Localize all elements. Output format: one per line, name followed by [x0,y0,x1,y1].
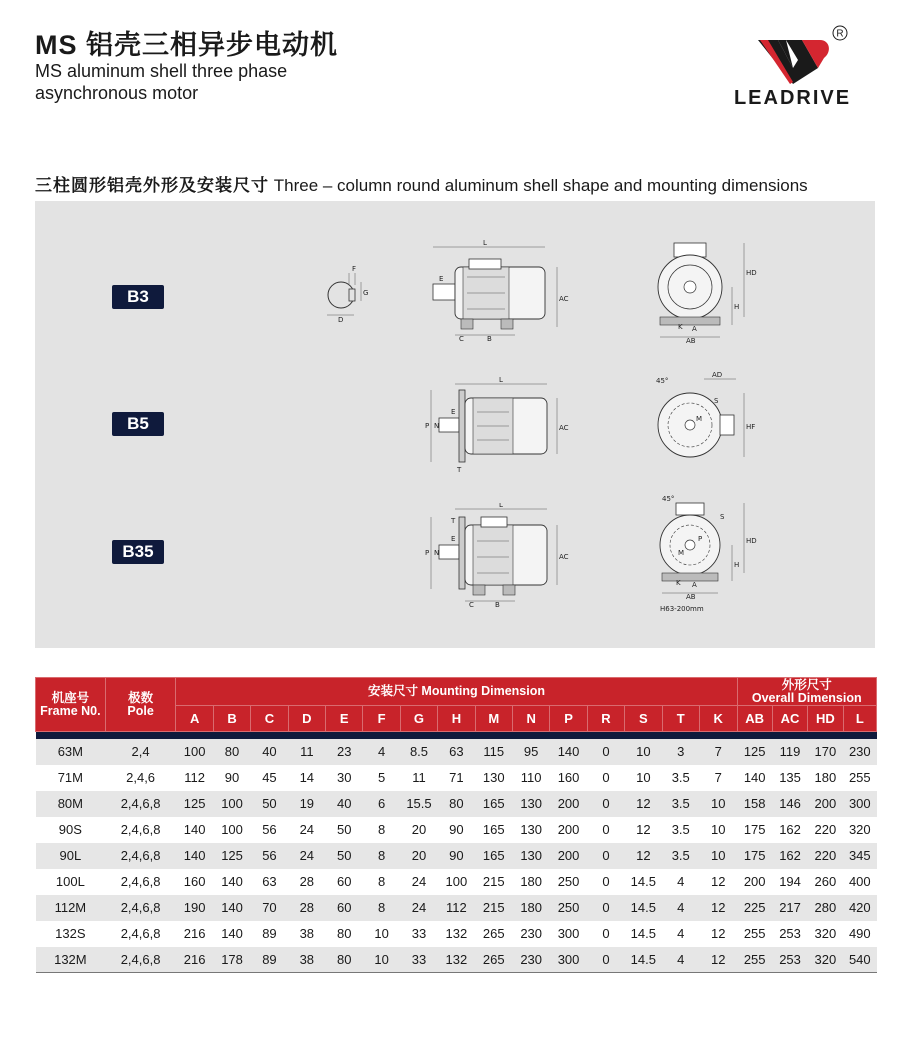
badge-b35: B35 [112,540,164,564]
value-cell: 160 [176,869,213,895]
column-header-d: D [288,706,325,732]
b3-label-ac: AC [559,295,569,303]
pole-cell: 2,4 [105,739,176,765]
value-cell: 8.5 [400,739,437,765]
value-cell: 7 [699,765,737,791]
value-cell: 140 [176,817,213,843]
value-cell: 20 [400,817,437,843]
value-cell: 3 [662,739,699,765]
value-cell: 490 [843,921,876,947]
b5-label-p: P [425,422,430,430]
value-cell: 220 [808,817,843,843]
value-cell: 165 [475,843,512,869]
value-cell: 3.5 [662,765,699,791]
column-header-l: L [843,706,876,732]
value-cell: 28 [288,869,325,895]
b35-end-view-drawing [652,493,762,615]
value-cell: 71 [438,765,475,791]
value-cell: 12 [699,869,737,895]
value-cell: 400 [843,869,876,895]
pole-cell: 2,4,6,8 [105,791,176,817]
value-cell: 146 [772,791,807,817]
column-header-ac: AC [772,706,807,732]
value-cell: 216 [176,947,213,973]
value-cell: 178 [213,947,250,973]
b5-label-m: M [696,415,703,423]
value-cell: 8 [363,843,400,869]
value-cell: 14.5 [625,947,662,973]
value-cell: 56 [251,817,288,843]
b3-label-b: B [487,335,492,343]
value-cell: 63 [251,869,288,895]
table-row [36,843,877,869]
value-cell: 8 [363,817,400,843]
value-cell: 0 [587,947,624,973]
b35-label-h: H [734,561,740,569]
value-cell: 3.5 [662,817,699,843]
value-cell: 230 [512,921,549,947]
value-cell: 255 [737,921,772,947]
value-cell: 50 [326,817,363,843]
value-cell: 220 [808,843,843,869]
value-cell: 8 [363,895,400,921]
value-cell: 265 [475,947,512,973]
value-cell: 320 [808,921,843,947]
value-cell: 255 [843,765,876,791]
b35-label-t: T [451,517,456,525]
pole-cell: 2,4,6,8 [105,947,176,973]
value-cell: 175 [737,843,772,869]
table-row [36,947,877,973]
value-cell: 0 [587,869,624,895]
value-cell: 10 [699,817,737,843]
column-header-hd: HD [808,706,843,732]
b5-label-hf: HF [746,423,756,431]
b3-label-e: E [439,275,444,283]
b35-size-note: H63-200mm [660,605,704,613]
section-heading-cn: 三柱圆形铝壳外形及安装尺寸 [35,176,269,195]
pole-cell: 2,4,6,8 [105,843,176,869]
b35-side-view-drawing [425,503,575,613]
b35-label-ab: AB [686,593,696,601]
value-cell: 130 [512,791,549,817]
frame-cell: 71M [36,765,106,791]
pole-header-cn: 极数 [128,690,154,705]
frame-cell: 90L [36,843,106,869]
value-cell: 140 [213,895,250,921]
column-header-m: M [475,706,512,732]
value-cell: 119 [772,739,807,765]
pole-header [105,678,176,732]
value-cell: 158 [737,791,772,817]
value-cell: 140 [737,765,772,791]
value-cell: 132 [438,921,475,947]
b5-label-ad: AD [712,371,723,379]
b35-label-p-end: P [698,535,703,543]
frame-cell: 132M [36,947,106,973]
registered-mark: R [836,28,844,40]
column-header-p: P [550,706,587,732]
column-header-h: H [438,706,475,732]
value-cell: 253 [772,947,807,973]
value-cell: 200 [550,817,587,843]
b5-label-s: S [714,397,719,405]
value-cell: 4 [662,921,699,947]
value-cell: 12 [699,895,737,921]
value-cell: 40 [251,739,288,765]
value-cell: 165 [475,817,512,843]
value-cell: 250 [550,869,587,895]
column-header-r: R [587,706,624,732]
b3-label-h: H [734,303,740,311]
value-cell: 130 [475,765,512,791]
value-cell: 135 [772,765,807,791]
value-cell: 12 [625,791,662,817]
dimension-table-body [36,732,877,973]
value-cell: 100 [213,817,250,843]
b35-label-s: S [720,513,725,521]
value-cell: 80 [326,921,363,947]
value-cell: 215 [475,869,512,895]
drawing-panel [35,201,875,648]
value-cell: 140 [213,921,250,947]
value-cell: 24 [288,843,325,869]
value-cell: 260 [808,869,843,895]
value-cell: 130 [512,817,549,843]
value-cell: 100 [438,869,475,895]
value-cell: 80 [326,947,363,973]
b3-label-a: A [692,325,697,333]
value-cell: 14.5 [625,921,662,947]
value-cell: 0 [587,739,624,765]
value-cell: 125 [213,843,250,869]
overall-header-en: Overall Dimension [751,690,862,705]
value-cell: 90 [438,817,475,843]
value-cell: 230 [843,739,876,765]
table-row [36,895,877,921]
b3-label-ab: AB [686,337,696,345]
b5-label-angle: 45° [656,377,669,385]
value-cell: 255 [737,947,772,973]
value-cell: 140 [176,843,213,869]
frame-cell: 112M [36,895,106,921]
value-cell: 0 [587,921,624,947]
value-cell: 180 [808,765,843,791]
overall-header-cn: 外形尺寸 [781,677,832,692]
frame-header [36,678,106,732]
frame-cell: 100L [36,869,106,895]
column-header-e: E [326,706,363,732]
value-cell: 33 [400,921,437,947]
frame-cell: 63M [36,739,106,765]
value-cell: 11 [400,765,437,791]
value-cell: 140 [550,739,587,765]
header-divider [36,732,877,739]
frame-header-en: Frame N0. [40,703,101,718]
value-cell: 320 [808,947,843,973]
value-cell: 225 [737,895,772,921]
value-cell: 12 [699,947,737,973]
mounting-dimension-header: 安装尺寸 Mounting Dimension [176,678,737,706]
value-cell: 60 [326,869,363,895]
section-heading [35,171,808,196]
value-cell: 90 [438,843,475,869]
value-cell: 215 [475,895,512,921]
value-cell: 8 [363,869,400,895]
frame-cell: 90S [36,817,106,843]
value-cell: 162 [772,843,807,869]
value-cell: 216 [176,921,213,947]
value-cell: 20 [400,843,437,869]
value-cell: 6 [363,791,400,817]
logo-mark-icon [720,24,865,86]
value-cell: 165 [475,791,512,817]
value-cell: 200 [808,791,843,817]
b35-label-l: L [499,503,503,509]
column-header-g: G [400,706,437,732]
page-subtitle-line2: asynchronous motor [35,83,199,103]
b35-label-k: K [676,579,681,587]
value-cell: 300 [843,791,876,817]
logo-text: LEADRIVE [733,87,852,109]
page-title: MS 铝壳三相异步电动机 [35,30,339,60]
value-cell: 540 [843,947,876,973]
value-cell: 15.5 [400,791,437,817]
b35-label-m: M [678,549,685,557]
b35-label-c: C [469,601,474,609]
column-header-s: S [625,706,662,732]
value-cell: 24 [400,895,437,921]
value-cell: 160 [550,765,587,791]
value-cell: 125 [737,739,772,765]
value-cell: 170 [808,739,843,765]
value-cell: 80 [213,739,250,765]
value-cell: 19 [288,791,325,817]
value-cell: 253 [772,921,807,947]
value-cell: 300 [550,921,587,947]
table-row [36,791,877,817]
value-cell: 10 [699,843,737,869]
value-cell: 0 [587,843,624,869]
table-row [36,739,877,765]
value-cell: 33 [400,947,437,973]
table-row [36,817,877,843]
value-cell: 230 [512,947,549,973]
value-cell: 11 [288,739,325,765]
dimension-table-wrapper [35,677,877,973]
pole-cell: 2,4,6 [105,765,176,791]
value-cell: 100 [213,791,250,817]
pole-cell: 2,4,6,8 [105,921,176,947]
value-cell: 250 [550,895,587,921]
pole-header-en: Pole [127,703,154,718]
value-cell: 80 [438,791,475,817]
value-cell: 0 [587,765,624,791]
value-cell: 12 [699,921,737,947]
column-header-f: F [363,706,400,732]
value-cell: 0 [587,791,624,817]
b35-label-angle: 45° [662,495,675,503]
b3-label-g: G [363,289,369,297]
b5-label-e: E [451,408,456,416]
b35-label-a: A [692,581,697,589]
value-cell: 50 [251,791,288,817]
table-row [36,869,877,895]
value-cell: 180 [512,869,549,895]
value-cell: 90 [213,765,250,791]
value-cell: 112 [176,765,213,791]
value-cell: 12 [625,843,662,869]
value-cell: 23 [326,739,363,765]
frame-header-cn: 机座号 [51,690,90,705]
column-header-t: T [662,706,699,732]
title-block [35,30,338,104]
value-cell: 4 [662,869,699,895]
value-cell: 194 [772,869,807,895]
value-cell: 265 [475,921,512,947]
value-cell: 200 [737,869,772,895]
value-cell: 10 [363,947,400,973]
value-cell: 200 [550,843,587,869]
value-cell: 4 [363,739,400,765]
value-cell: 60 [326,895,363,921]
value-cell: 7 [699,739,737,765]
value-cell: 70 [251,895,288,921]
value-cell: 4 [662,947,699,973]
value-cell: 300 [550,947,587,973]
b5-label-t: T [457,466,462,474]
b35-label-hd: HD [746,537,757,545]
b3-label-hd: HD [746,269,757,277]
section-heading-en: Three – column round aluminum shell shape and mounting dimensions [273,176,808,195]
b3-side-view-drawing [425,237,575,347]
value-cell: 125 [176,791,213,817]
value-cell: 10 [625,765,662,791]
value-cell: 280 [808,895,843,921]
b3-label-k: K [678,323,683,331]
value-cell: 56 [251,843,288,869]
b35-label-n: N [434,549,440,557]
value-cell: 3.5 [662,791,699,817]
dimension-table [35,677,877,973]
value-cell: 0 [587,817,624,843]
value-cell: 10 [625,739,662,765]
value-cell: 0 [587,895,624,921]
value-cell: 420 [843,895,876,921]
value-cell: 89 [251,947,288,973]
value-cell: 14 [288,765,325,791]
value-cell: 10 [699,791,737,817]
value-cell: 24 [400,869,437,895]
column-header-b: B [213,706,250,732]
b3-end-view-drawing [652,237,762,347]
value-cell: 4 [662,895,699,921]
b35-label-p: P [425,549,430,557]
value-cell: 63 [438,739,475,765]
b3-label-l: L [483,239,487,247]
value-cell: 190 [176,895,213,921]
pole-cell: 2,4,6,8 [105,869,176,895]
b5-label-ac: AC [559,424,569,432]
badge-b5: B5 [112,412,164,436]
value-cell: 12 [625,817,662,843]
value-cell: 140 [213,869,250,895]
value-cell: 175 [737,817,772,843]
value-cell: 217 [772,895,807,921]
b5-label-l: L [499,376,503,384]
b35-label-ac: AC [559,553,569,561]
table-row [36,765,877,791]
column-header-n: N [512,706,549,732]
value-cell: 110 [512,765,549,791]
b35-label-b: B [495,601,500,609]
b5-side-view-drawing [425,376,575,476]
value-cell: 345 [843,843,876,869]
b5-flange-view-drawing [652,371,762,471]
badge-b3: B3 [112,285,164,309]
value-cell: 100 [176,739,213,765]
value-cell: 10 [363,921,400,947]
b3-label-d: D [338,316,344,324]
value-cell: 200 [550,791,587,817]
value-cell: 115 [475,739,512,765]
value-cell: 24 [288,817,325,843]
b3-label-f: F [352,265,357,273]
page-subtitle-line1: MS aluminum shell three phase [35,61,288,81]
value-cell: 14.5 [625,895,662,921]
column-header-a: A [176,706,213,732]
table-row [36,921,877,947]
b5-label-n: N [434,422,440,430]
frame-cell: 132S [36,921,106,947]
value-cell: 38 [288,921,325,947]
value-cell: 130 [512,843,549,869]
value-cell: 14.5 [625,869,662,895]
pole-cell: 2,4,6,8 [105,895,176,921]
value-cell: 3.5 [662,843,699,869]
frame-cell: 80M [36,791,106,817]
brand-logo [720,24,865,110]
b35-label-e: E [451,535,456,543]
value-cell: 132 [438,947,475,973]
value-cell: 50 [326,843,363,869]
overall-dimension-header [737,678,877,706]
value-cell: 112 [438,895,475,921]
value-cell: 89 [251,921,288,947]
column-header-ab: AB [737,706,772,732]
value-cell: 320 [843,817,876,843]
value-cell: 45 [251,765,288,791]
b3-label-c: C [459,335,464,343]
value-cell: 28 [288,895,325,921]
value-cell: 5 [363,765,400,791]
value-cell: 40 [326,791,363,817]
pole-cell: 2,4,6,8 [105,817,176,843]
value-cell: 180 [512,895,549,921]
b3-shaft-section-drawing [323,263,373,325]
column-header-c: C [251,706,288,732]
value-cell: 30 [326,765,363,791]
value-cell: 162 [772,817,807,843]
value-cell: 95 [512,739,549,765]
value-cell: 38 [288,947,325,973]
column-header-k: K [699,706,737,732]
